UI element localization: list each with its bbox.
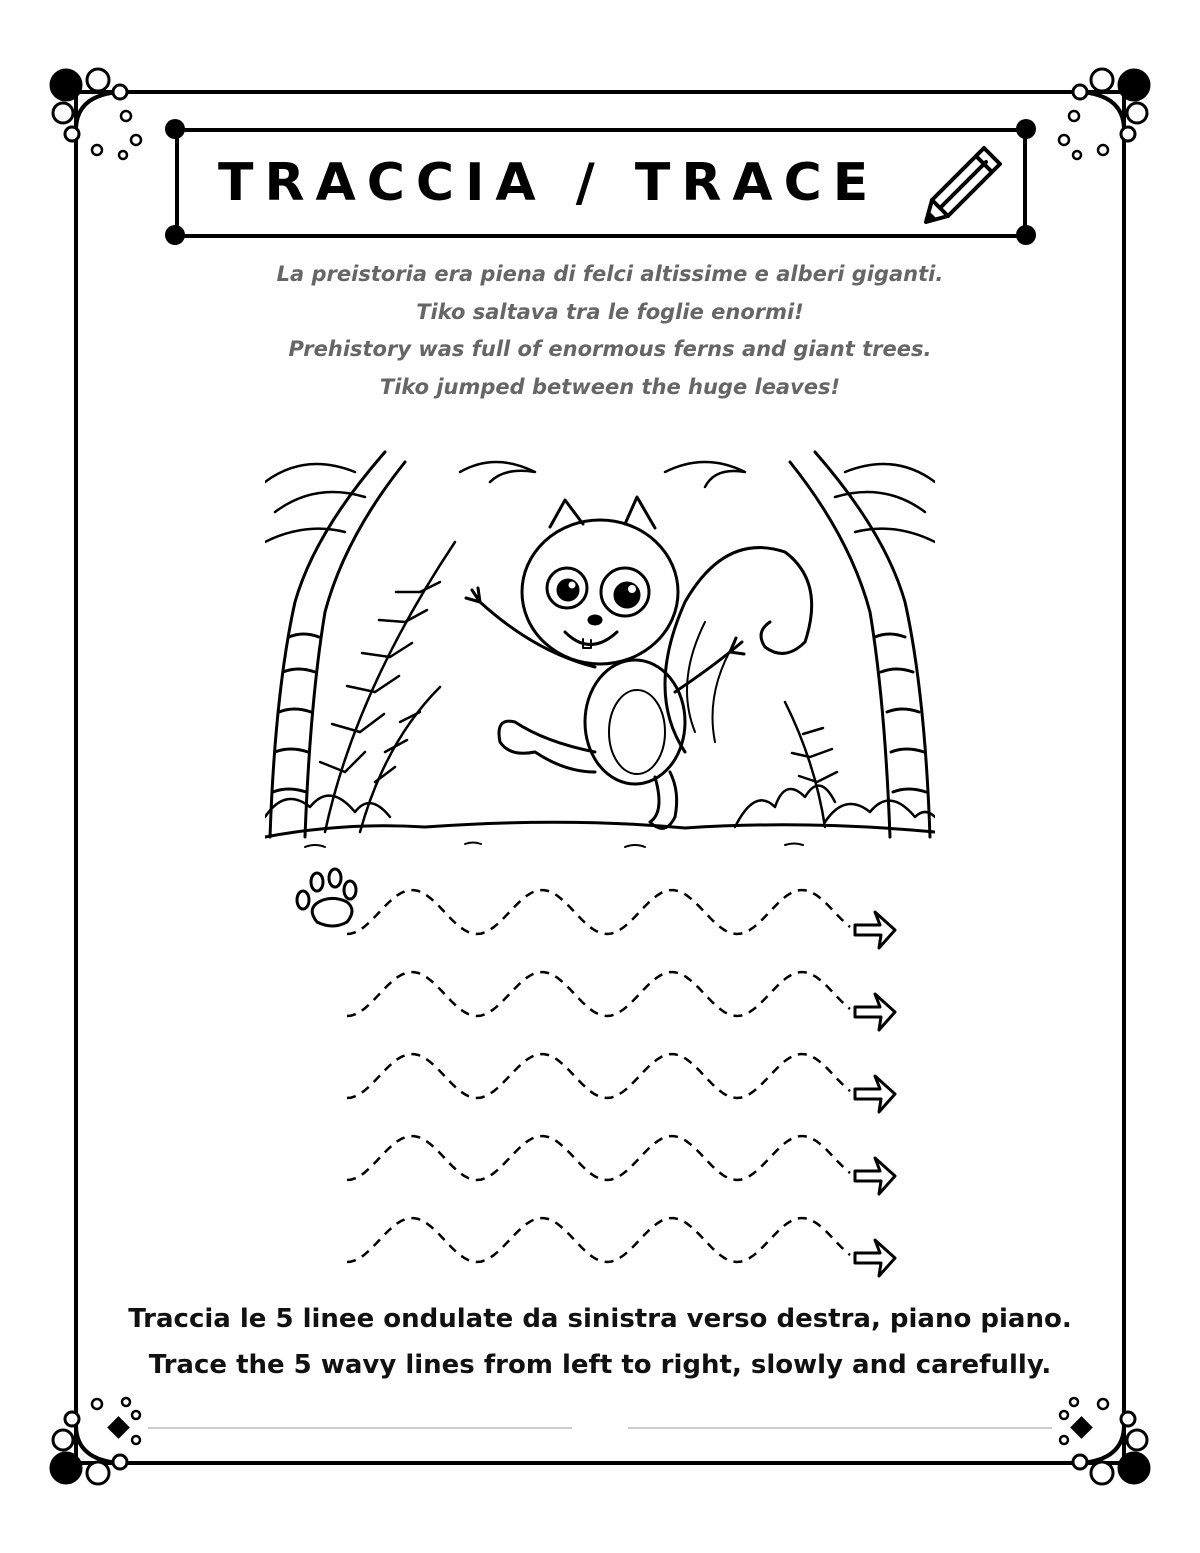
squirrel-illustration	[265, 442, 935, 857]
fern-icon	[735, 702, 837, 827]
wavy-line[interactable]	[347, 890, 850, 934]
palm-tree-icon	[665, 452, 935, 837]
story-line-it-1: La preistoria era piena di felci altissime e alberi giganti.	[276, 262, 944, 286]
wavy-line[interactable]	[347, 1136, 850, 1180]
instruction-en: Trace the 5 wavy lines from left to right, slowly and carefully.	[148, 1350, 1052, 1380]
corner-ornament-top-right	[1059, 69, 1149, 159]
story-text	[150, 256, 1070, 406]
tracing-area[interactable]	[265, 862, 935, 1282]
story-line-it-2: Tiko saltava tra le foglie enormi!	[416, 299, 804, 324]
arrow-right-icon	[855, 912, 895, 948]
wavy-line[interactable]	[347, 972, 850, 1016]
arrow-right-icon	[855, 1076, 895, 1112]
wavy-line[interactable]	[347, 1218, 850, 1262]
wavy-line[interactable]	[347, 1054, 850, 1098]
palm-tree-icon	[265, 452, 535, 837]
instruction-it: Traccia le 5 linee ondulate da sinistra verso destra, piano piano.	[128, 1304, 1072, 1334]
corner-ornament-bottom-right	[1060, 1398, 1149, 1484]
story-line-en-2: Tiko jumped between the huge leaves!	[379, 374, 841, 399]
page-title: TRACCIA / TRACE	[218, 153, 880, 213]
paw-print-icon	[297, 869, 356, 926]
pencil-icon	[918, 140, 1008, 230]
arrow-right-icon	[855, 994, 895, 1030]
arrow-right-icon	[855, 1158, 895, 1194]
story-line-en-1: Prehistory was full of enormous ferns and giant trees.	[288, 337, 932, 361]
wavy-lines	[347, 890, 850, 1262]
fern-icon	[320, 542, 455, 832]
instructions	[100, 1296, 1100, 1388]
arrow-right-icon	[855, 1240, 895, 1276]
corner-ornament-top-left	[51, 69, 141, 159]
squirrel-icon	[466, 497, 812, 828]
corner-ornament-bottom-left	[51, 1398, 140, 1484]
ground-line	[265, 822, 935, 837]
